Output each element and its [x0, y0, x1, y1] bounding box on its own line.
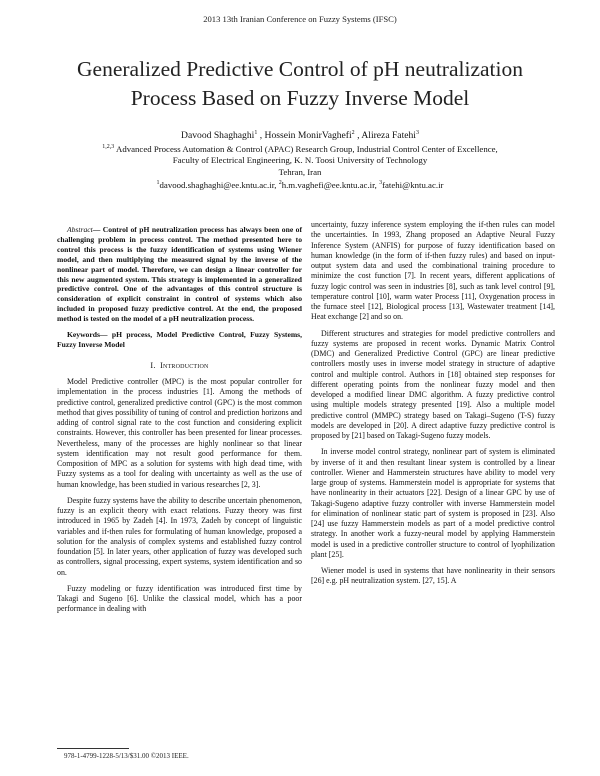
paper-title	[40, 55, 560, 113]
author-3-sup: 3	[415, 130, 419, 136]
paragraph: Despite fuzzy systems have the ability to describe uncertain phenomenon, fuzzy is an explicit theory with exact relations. Fuzzy theory was first introduced in 1965 by Zadeh [4]. In 1973, Zadeh by concept of linguistic variables and if-then rules for formulating of human knowledge, proposed a solution for the analysis of complex systems and established fuzzy control foundation [5]. In later years, other application of fuzzy was developed such as controllers, signal processing, expert systems, system identification and so on.	[57, 495, 302, 577]
paragraph: Different structures and strategies for model predictive controllers and fuzzy systems are proposed in recent works. Dynamic Matrix Control (DMC) and Generalized Predictive Control (GPC) are linear predictive controllers mostly uses in inverse model strategy in structure of adaptive control and multiple control. Authors in [18] obtained step responses for different operating points from the nonlinear fuzzy model and then developed a modified linear DMC algorithm. A fuzzy predictive control using multiple models strategy presented [19]. Also a multiple model predictive control (MMPC) strategy based on Takagi–Sugeno (T-S) fuzzy models are developed in [20]. A direct adaptive fuzzy predictive control is proposed by [21] based on Takagi-Sugeno fuzzy models.	[311, 328, 555, 440]
author-1-sup: 1	[254, 130, 258, 136]
paragraph: uncertainty, fuzzy inference system employing the if-then rules can model the uncertainties. In 1993, Zhang proposed an Adaptive Neural Fuzzy Inference System (ANFIS) for purpose of fuzzy identification based on human knowledge (in the form of if-then fuzzy rules) and based on input-output system data and used the combinational training procedure to minimize the cost function [7]. In recent years, different applications of fuzzy logic control was seen in industries [8], such as tank level control [9], temperature control [10], warm water Process [11], Oxygenation process in the furnace steel [12], Biological process [13], Wastewater treatment [14], Heat exchange [2] and so on.	[311, 220, 555, 322]
keywords-label: Keywords	[67, 330, 100, 340]
footnote-divider	[57, 748, 129, 749]
author-list: Davood Shaghaghi$^1$ , Hossein MonirVaghefi$^2$ , Alireza Fatehi$^3$	[181, 130, 419, 142]
email-2: h.m.vaghefi@ee.kntu.ac.ir,	[281, 179, 377, 190]
author-3: Alireza Fatehi	[361, 130, 416, 142]
affiliation	[60, 142, 540, 191]
author-2: Hossein MonirVaghefi	[264, 130, 352, 142]
title-line-1: Generalized Predictive Control of pH neutralization	[77, 57, 523, 81]
email-list: $^1$davood.shaghaghi@ee.kntu.ac.ir, $^2$h.m.vaghefi@ee.kntu.ac.ir, $^3$fatehi@kntu.ac.ir	[156, 179, 444, 190]
abstract	[57, 225, 302, 324]
title-line-2: Process Based on Fuzzy Inverse Model	[130, 86, 470, 110]
affiliation-line-2: Faculty of Electrical Engineering, K. N. Toosi University of Technology	[172, 155, 428, 166]
affiliation-line-1: Advanced Process Automation & Control (APAC) Research Group, Industrial Control Center of Excellence,	[115, 143, 498, 154]
keywords-text: — pH process, Model Predictive Control, Fuzzy Systems, Fuzzy Inverse Model	[57, 330, 302, 349]
paragraph: Model Predictive controller (MPC) is the most popular controller for implementation in the process industries [1]. Among the methods of predictive control, generalized predictive control (GPC) is the most common method that gives possibility of tuning of control and prediction horizons and adding of control signal rate to the cost function and considering explicit constraints. However, this controller has been presented for linear processes. Nevertheless, many of the processes are highly nonlinear so that linear system identification may not result good performance for them. Composition of MPC as a solution for systems with high dead time, with Fuzzy systems as a tool for dealing with uncertainty as well as the use of human knowledge, has been studied in various researches [2, 3].	[57, 377, 302, 489]
author-1: Davood Shaghaghi	[181, 130, 255, 142]
abstract-text: — Control of pH neutralization process has always been one of challenging problem in process control. The method presented here to control this process is the fuzzy identification of systems using Wiener model, and then multiplying the measured signal by the inverse of the nonlinear part of model. Therefore, we can design a linear controller for this new augmented system. This strategy is implemented in a generalized predictive control. One of the advantages of this control structure is consideration of explicit constraint in control of systems which also included in proposed fuzzy predictive control. At the end, the proposed method is tested on the model of a pH neutralization process.	[57, 225, 302, 324]
conference-header: 2013 13th Iranian Conference on Fuzzy Systems (IFSC)	[203, 14, 397, 24]
paragraph: Wiener model is used in systems that have nonlinearity in their sensors [26] e.g. pH neutralization system. [27, 15]. A	[311, 566, 555, 586]
affiliation-sup: 1,2,3	[102, 144, 115, 150]
right-column	[311, 220, 555, 593]
paragraph: In inverse model control strategy, nonlinear part of system is eliminated by inverse of it and then resultant linear system is controlled by a linear controller. Wiener and Hammerstein structures have ability to model very large group of systems. Hammerstein model is appropriate for systems that have nonlinearity in their actuators [22]. Design of a linear GPC by use of Takagi-Sugeno adaptive fuzzy controller with inverse Hammerstein model for elimination of nonlinear static part of system is proposed in [23]. Also [24] use fuzzy Hammerstein models as part of a model predictive control strategy. In another work a fuzzy-neural model by applying Hammerstein model is used in a predictive controller structure to control of lyophilization plant [25].	[311, 447, 555, 559]
keywords	[57, 330, 302, 350]
affiliation-line-3: Tehran, Iran	[278, 166, 322, 177]
email-1: davood.shaghaghi@ee.kntu.ac.ir,	[159, 179, 277, 190]
paragraph: Fuzzy modeling or fuzzy identification was introduced first time by Takagi and Sugeno [6]. Unlike the classical model, which has a poor performance in dealing with	[57, 583, 302, 614]
left-column	[57, 225, 302, 621]
copyright-footnote: 978-1-4799-1228-5/13/$31.00 ©2013 IEEE.	[64, 752, 189, 760]
author-2-sup: 2	[351, 130, 355, 136]
email-3: fatehi@kntu.ac.ir	[382, 179, 444, 190]
section-heading-introduction: I. Introduction	[150, 360, 209, 370]
abstract-label: Abstract	[67, 225, 93, 234]
